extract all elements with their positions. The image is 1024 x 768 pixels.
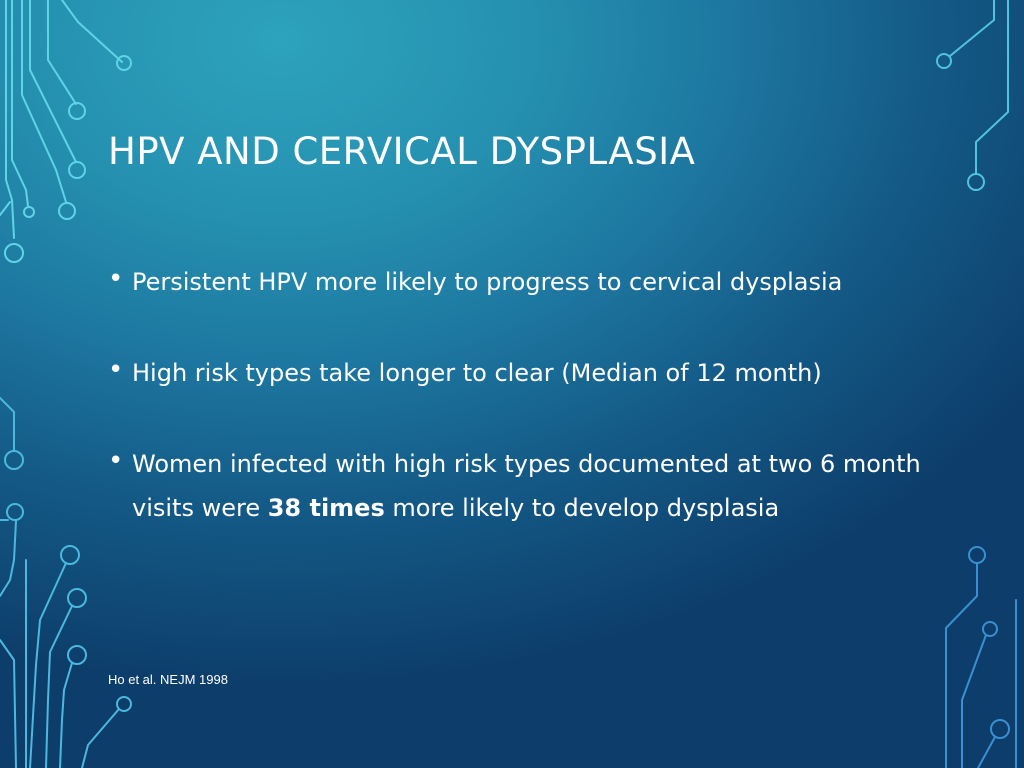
citation: Ho et al. NEJM 1998 <box>108 672 228 687</box>
circuit-right-bottom-icon <box>946 547 1016 768</box>
bullet-item <box>108 442 928 530</box>
bullet-marker-icon: • <box>108 446 124 476</box>
bullet-text: Persistent HPV more likely to progress to cervical dysplasia <box>132 268 843 296</box>
bullet-marker-icon: • <box>108 264 124 294</box>
bullet-text-end: more likely to develop dysplasia <box>384 494 780 522</box>
bullet-emphasis: 38 times <box>267 494 385 522</box>
circuit-right-top-icon <box>937 0 1008 190</box>
slide-title: HPV AND CERVICAL DYSPLASIA <box>108 130 696 173</box>
bullet-text <box>132 450 921 522</box>
bullet-text-start: Women infected with high risk types documented at two 6 month visits were <box>132 450 921 522</box>
bullet-marker-icon: • <box>108 355 124 385</box>
bullet-item <box>108 351 928 395</box>
bullet-item <box>108 260 928 304</box>
bullet-list <box>108 260 928 530</box>
bullet-text: High risk types take longer to clear (Median of 12 month) <box>132 359 822 387</box>
